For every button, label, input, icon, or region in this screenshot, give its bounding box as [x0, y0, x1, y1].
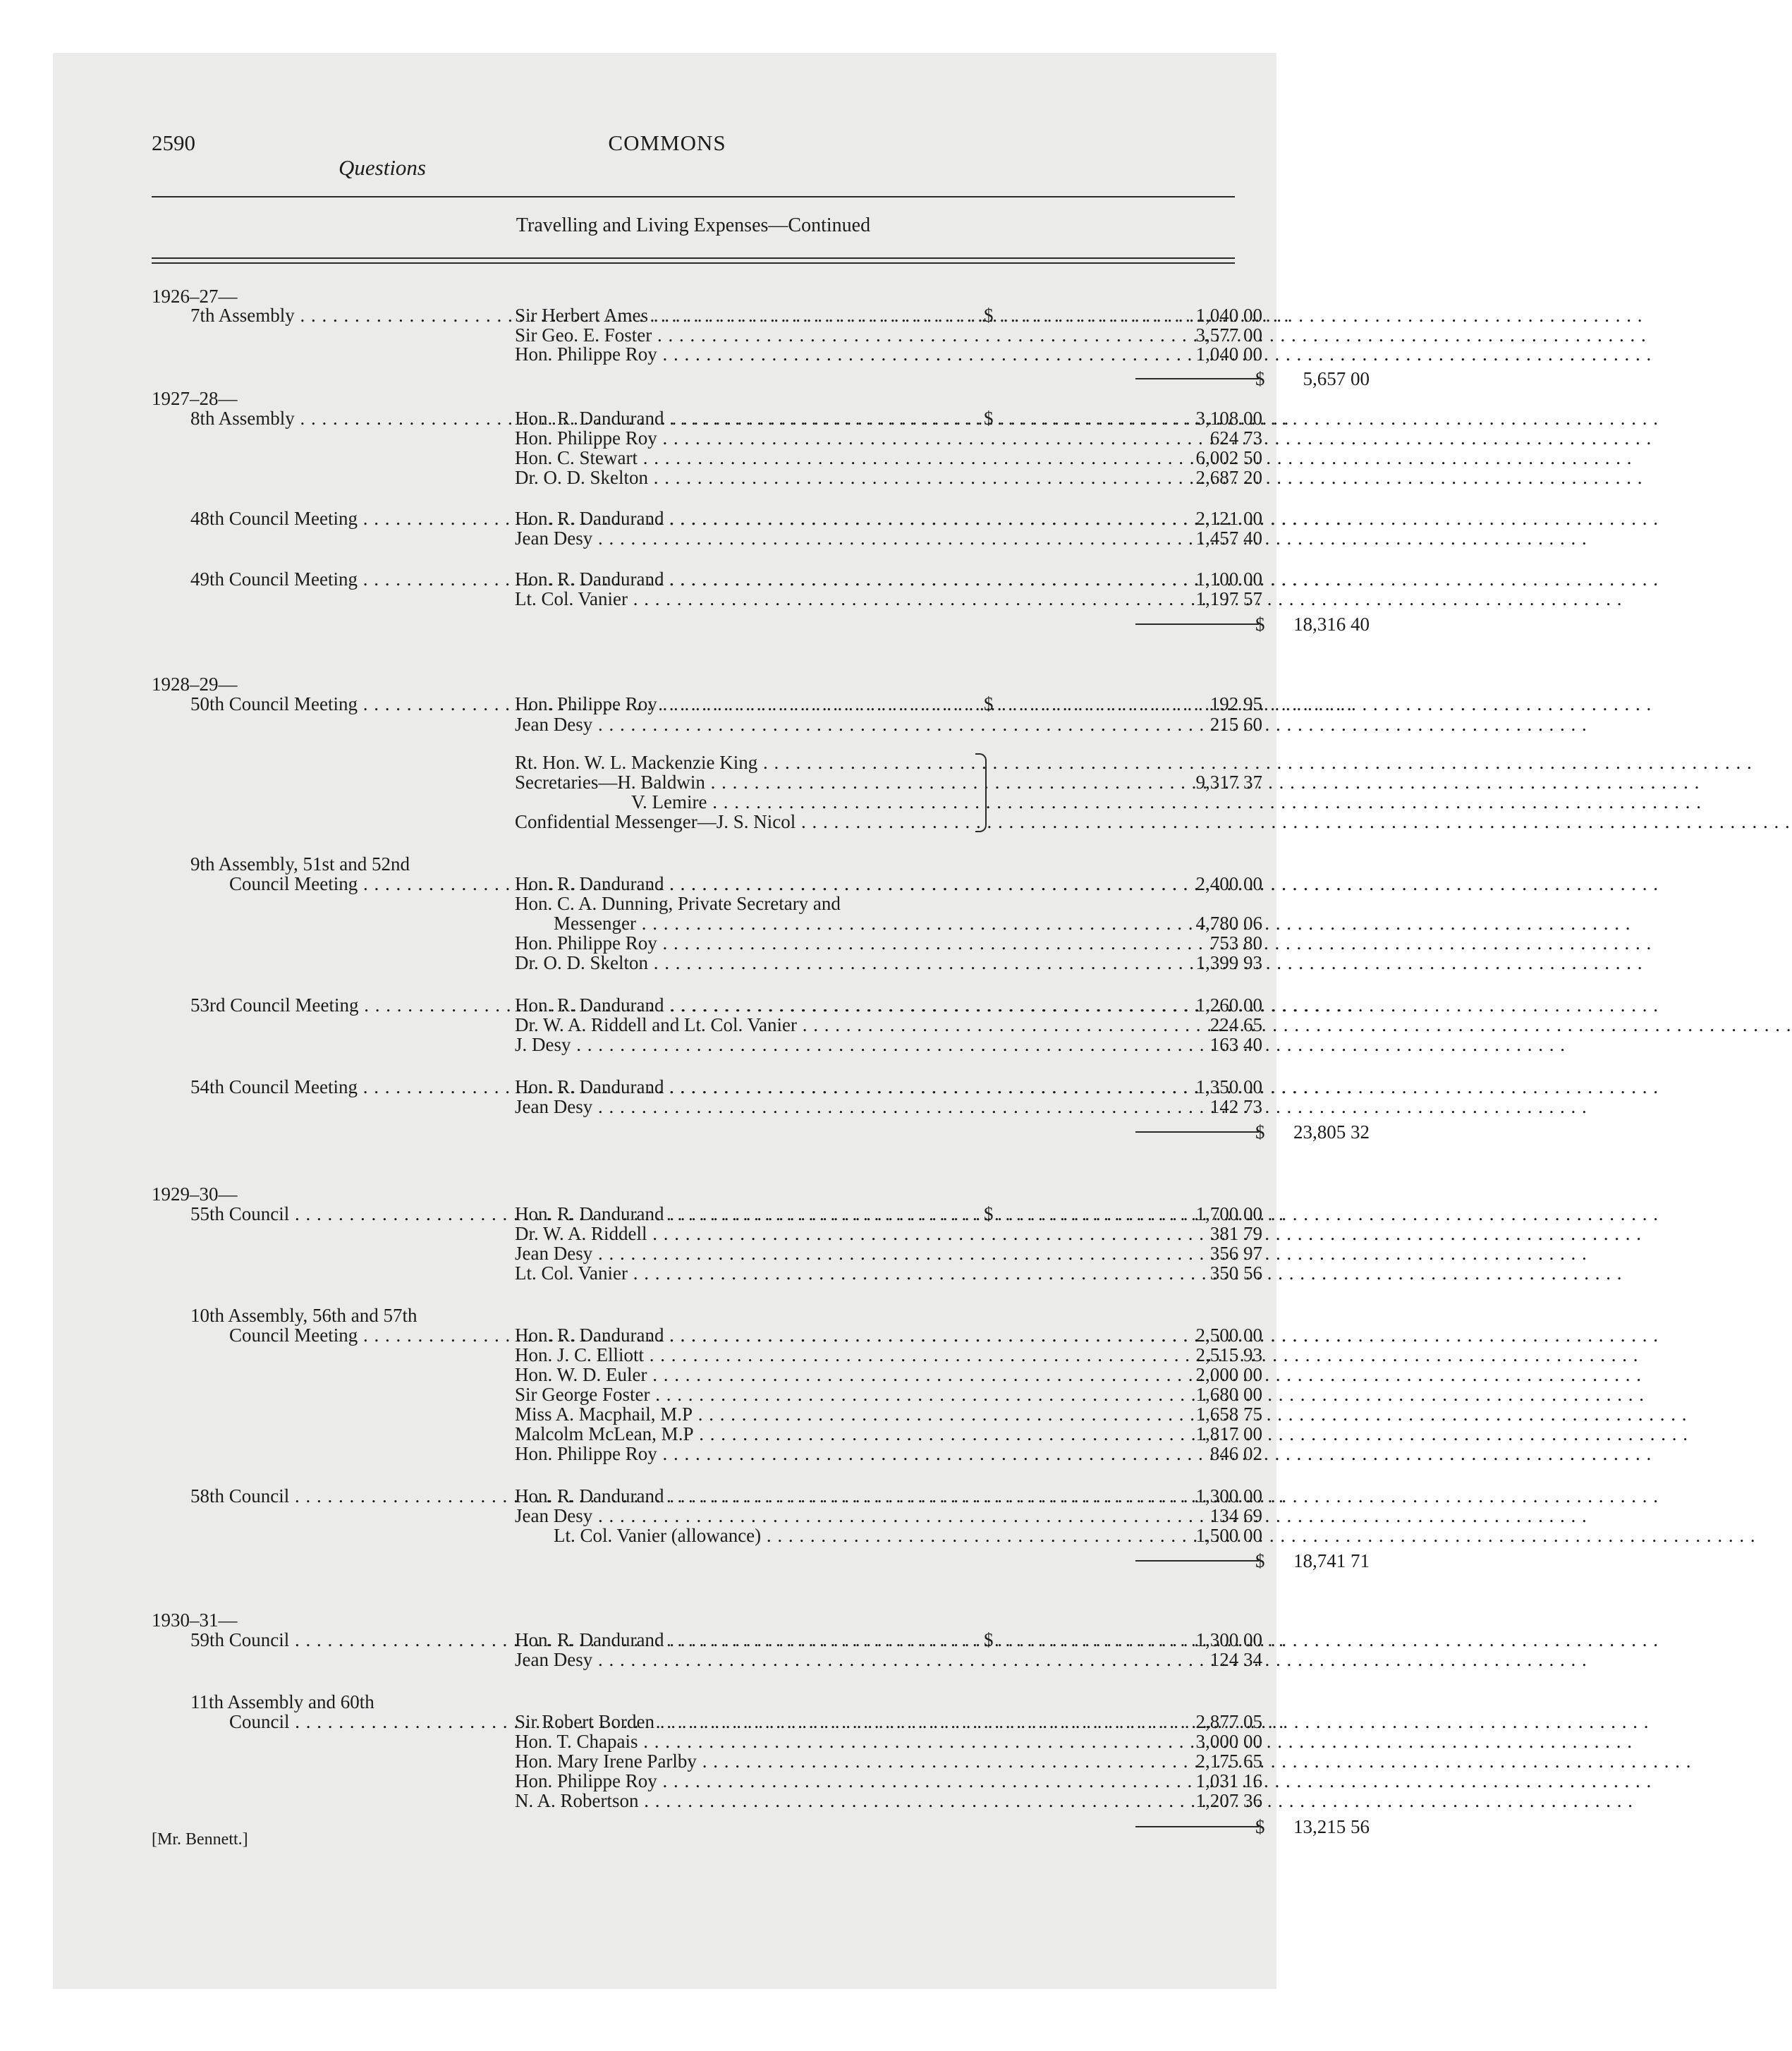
dollar-sign: $ — [984, 1629, 994, 1650]
table-row — [152, 388, 1235, 409]
payee-name: Hon. R. Dandurand . . . — [515, 508, 994, 529]
payee-name: Lt. Col. Vanier . . . — [515, 1262, 994, 1284]
payee-name: Confidential Messenger—J. S. Nicol . . . — [515, 811, 973, 832]
amount: 1,300 00 — [1195, 1629, 1262, 1650]
subtotal-dollar-sign: $ — [1255, 1121, 1265, 1143]
payee-name: Hon. R. Dandurand . . . — [515, 1076, 994, 1097]
meeting-label: Council . . . — [229, 1711, 487, 1732]
meeting-label: Council Meeting . . . — [229, 873, 487, 894]
meeting-label: 55th Council . . . — [190, 1203, 487, 1224]
table-row — [152, 1243, 1262, 1264]
payee-name: Hon. Philippe Roy . . . — [515, 1770, 994, 1791]
amount: 1,197 57 — [1195, 588, 1262, 609]
amount: 2,175 65 — [1195, 1751, 1262, 1772]
payee-name: Jean Desy . . . — [515, 1096, 994, 1117]
subtitle-rule-bottom — [152, 262, 1235, 264]
amount: 624 73 — [1209, 427, 1262, 449]
header-rule — [152, 196, 1235, 197]
table-row — [152, 714, 1262, 735]
table-row — [152, 1731, 1262, 1752]
payee-name: Sir Robert Borden . . . — [515, 1711, 994, 1732]
table-row — [152, 568, 1262, 590]
dollar-sign: $ — [984, 408, 994, 429]
table-row — [152, 1096, 1262, 1117]
amount: 3,577 00 — [1195, 324, 1262, 346]
payee-name: Jean Desy . . . — [515, 1649, 994, 1670]
table-row — [152, 873, 1262, 894]
amount: 215 60 — [1209, 714, 1262, 735]
amount: 2,000 00 — [1195, 1364, 1262, 1385]
table-row — [152, 893, 1235, 914]
payee-name: Messenger . . . — [554, 913, 994, 934]
subtotal-dollar-sign: $ — [1255, 1816, 1265, 1837]
fiscal-year-label: 1926–27— — [152, 286, 238, 307]
table-row — [152, 1485, 1262, 1507]
table-row — [152, 1790, 1262, 1811]
payee-name: Jean Desy . . . — [515, 714, 994, 735]
meeting-label: 7th Assembly . . . — [190, 305, 487, 326]
table-row — [152, 752, 1235, 773]
table-row — [152, 467, 1262, 488]
table-row — [152, 408, 1262, 429]
table-subtitle: Travelling and Living Expenses—Continued — [516, 214, 871, 236]
payee-name: Malcolm McLean, M.P . . . — [515, 1423, 994, 1444]
subtotal: 23,805 32 — [1293, 1121, 1370, 1143]
table-row — [152, 913, 1262, 934]
meeting-label: 59th Council . . . — [190, 1629, 487, 1650]
amount: 163 40 — [1209, 1034, 1262, 1055]
payee-name: Rt. Hon. W. L. Mackenzie King . . . — [515, 752, 973, 773]
subtotal: 18,741 71 — [1293, 1550, 1370, 1571]
group-brace — [975, 753, 987, 832]
payee-name: Jean Desy . . . — [515, 1505, 994, 1526]
table-row — [152, 1404, 1262, 1425]
subtotal-dollar-sign: $ — [1255, 368, 1265, 389]
table-row — [152, 447, 1262, 468]
table-row — [152, 286, 1235, 307]
amount: 134 69 — [1209, 1505, 1262, 1526]
amount: 3,000 00 — [1195, 1731, 1262, 1752]
amount: 192 95 — [1209, 693, 1262, 714]
table-row — [152, 1649, 1262, 1670]
table-row — [152, 324, 1262, 346]
amount: 2,121 00 — [1195, 508, 1262, 529]
table-row — [152, 1609, 1235, 1631]
payee-name: Sir Geo. E. Foster . . . — [515, 324, 994, 346]
payee-name: Lt. Col. Vanier . . . — [515, 588, 994, 609]
payee-name: Jean Desy . . . — [515, 528, 994, 549]
meeting-label: 9th Assembly, 51st and 52nd — [190, 853, 410, 875]
amount: 1,207 36 — [1195, 1790, 1262, 1811]
payee-name: Dr. W. A. Riddell . . . — [515, 1223, 994, 1244]
table-row — [152, 1770, 1262, 1791]
table-row — [152, 1364, 1262, 1385]
payee-name: Hon. R. Dandurand . . . — [515, 1325, 994, 1346]
payee-name: Hon. R. Dandurand . . . — [515, 1203, 984, 1224]
dollar-sign: $ — [984, 693, 994, 714]
payee-name: Hon. W. D. Euler . . . — [515, 1364, 994, 1385]
payee-name: N. A. Robertson . . . — [515, 1790, 994, 1811]
amount: 381 79 — [1209, 1223, 1262, 1244]
table-row — [152, 1816, 1370, 1837]
fiscal-year-label: 1930–31— — [152, 1609, 238, 1631]
table-row — [152, 614, 1370, 635]
amount: 1,040 00 — [1195, 343, 1262, 365]
amount: 1,031 16 — [1195, 1770, 1262, 1791]
dollar-sign: $ — [984, 305, 994, 326]
amount: 1,500 00 — [1195, 1525, 1262, 1546]
amount: 1,457 40 — [1195, 528, 1262, 549]
payee-name: Lt. Col. Vanier (allowance) . . . — [554, 1525, 994, 1546]
amount: 753 80 — [1209, 932, 1262, 954]
meeting-label: 8th Assembly . . . — [190, 408, 487, 429]
meeting-label: 10th Assembly, 56th and 57th — [190, 1305, 417, 1326]
table-row — [152, 1325, 1262, 1346]
table-row — [152, 1034, 1262, 1055]
amount: 1,680 00 — [1195, 1384, 1262, 1405]
table-row — [152, 1443, 1262, 1464]
payee-name: Hon. Mary Irene Parlby . . . — [515, 1751, 994, 1772]
amount: 4,780 06 — [1195, 913, 1262, 934]
table-row — [152, 772, 1262, 793]
payee-name: Sir George Foster . . . — [515, 1384, 994, 1405]
payee-name: Secretaries—H. Baldwin . . . — [515, 772, 973, 793]
table-row — [152, 952, 1262, 973]
table-row — [152, 994, 1262, 1016]
section-label: Questions — [339, 155, 426, 180]
table-row — [152, 1223, 1262, 1244]
table-row — [152, 791, 1235, 813]
table-row — [152, 343, 1262, 365]
amount: 1,260 00 — [1195, 994, 1262, 1016]
subtotal: 13,215 56 — [1293, 1816, 1370, 1837]
amount: 2,515 93 — [1195, 1344, 1262, 1365]
amount: 846 02 — [1209, 1443, 1262, 1464]
amount: 2,877 05 — [1195, 1711, 1262, 1732]
fiscal-year-label: 1928–29— — [152, 674, 238, 695]
amount: 1,399 93 — [1195, 952, 1262, 973]
amount: 3,108 00 — [1195, 408, 1262, 429]
payee-name: Hon. Philippe Roy . . . — [515, 1443, 994, 1464]
page-title: COMMONS — [608, 130, 726, 155]
payee-name: Hon. Philippe Roy . . . — [515, 693, 984, 714]
amount: 2,500 00 — [1195, 1325, 1262, 1346]
payee-name: Dr. O. D. Skelton . . . — [515, 952, 994, 973]
payee-name: Hon. Philippe Roy . . . — [515, 932, 994, 954]
amount: 1,350 00 — [1195, 1076, 1262, 1097]
table-row — [152, 1203, 1262, 1224]
amount: 9,317 37 — [1195, 772, 1262, 793]
table-row — [152, 1183, 1235, 1205]
table-row — [152, 1691, 1235, 1712]
amount: 1,300 00 — [1195, 1485, 1262, 1507]
table-row — [152, 1505, 1262, 1526]
table-row — [152, 674, 1235, 695]
meeting-label: Council Meeting . . . — [229, 1325, 487, 1346]
payee-name: Dr. W. A. Riddell and Lt. Col. Vanier . . . — [515, 1014, 994, 1035]
amount: 224 65 — [1209, 1014, 1262, 1035]
table-row — [152, 1629, 1262, 1650]
payee-name: Hon. R. Dandurand . . . — [515, 408, 984, 429]
amount: 1,040 00 — [1195, 305, 1262, 326]
table-row — [152, 1384, 1262, 1405]
table-row — [152, 811, 1235, 832]
payee-name: Miss A. Macphail, M.P . . . — [515, 1404, 994, 1425]
table-row — [152, 1550, 1370, 1571]
footer-speaker: [Mr. Bennett.] — [152, 1830, 248, 1849]
payee-name: Hon. Philippe Roy . . . — [515, 427, 994, 449]
dollar-sign: $ — [984, 1203, 994, 1224]
table-row — [152, 1076, 1262, 1097]
amount: 2,400 00 — [1195, 873, 1262, 894]
subtotal: 18,316 40 — [1293, 614, 1370, 635]
meeting-label: 54th Council Meeting . . . — [190, 1076, 487, 1097]
payee-name: Hon. C. A. Dunning, Private Secretary and — [515, 893, 841, 914]
table-row — [152, 1751, 1262, 1772]
table-row — [152, 427, 1262, 449]
payee-name: Hon. R. Dandurand . . . — [515, 568, 994, 590]
payee-name: Hon. R. Dandurand . . . — [515, 994, 994, 1016]
payee-name: Hon. R. Dandurand . . . — [515, 1629, 984, 1650]
table-row — [152, 1014, 1262, 1035]
payee-name: J. Desy . . . — [515, 1034, 994, 1055]
amount: 124 34 — [1209, 1649, 1262, 1670]
table-row — [152, 588, 1262, 609]
amount: 350 56 — [1209, 1262, 1262, 1284]
payee-name: Hon. T. Chapais . . . — [515, 1731, 994, 1752]
table-row — [152, 1525, 1262, 1546]
amount: 6,002 50 — [1195, 447, 1262, 468]
amount: 356 97 — [1209, 1243, 1262, 1264]
subtotal-dollar-sign: $ — [1255, 1550, 1265, 1571]
table-row — [152, 853, 1235, 875]
subtotal: 5,657 00 — [1303, 368, 1370, 389]
meeting-label: 58th Council . . . — [190, 1485, 487, 1507]
meeting-label: 48th Council Meeting . . . — [190, 508, 487, 529]
amount: 1,700 00 — [1195, 1203, 1262, 1224]
payee-name: Hon. R. Dandurand . . . — [515, 1485, 994, 1507]
subtotal-dollar-sign: $ — [1255, 614, 1265, 635]
table-row — [152, 693, 1262, 714]
payee-name: Dr. O. D. Skelton . . . — [515, 467, 994, 488]
amount: 1,817 00 — [1195, 1423, 1262, 1444]
meeting-label: 50th Council Meeting . . . — [190, 693, 487, 714]
amount: 2,687 20 — [1195, 467, 1262, 488]
table-row — [152, 368, 1370, 389]
payee-name: Hon. C. Stewart . . . — [515, 447, 994, 468]
fiscal-year-label: 1927–28— — [152, 388, 238, 409]
payee-name: Sir Herbert Ames . . . — [515, 305, 984, 326]
payee-name: Hon. J. C. Elliott . . . — [515, 1344, 994, 1365]
table-row — [152, 305, 1262, 326]
amount: 142 73 — [1209, 1096, 1262, 1117]
amount: 1,658 75 — [1195, 1404, 1262, 1425]
table-row — [152, 1344, 1262, 1365]
payee-name: Hon. Philippe Roy . . . — [515, 343, 994, 365]
table-row — [152, 1423, 1262, 1444]
subtitle-rule-top — [152, 257, 1235, 259]
table-row — [152, 1121, 1370, 1143]
fiscal-year-label: 1929–30— — [152, 1183, 238, 1205]
meeting-label: 49th Council Meeting . . . — [190, 568, 487, 590]
table-row — [152, 508, 1262, 529]
meeting-label: 11th Assembly and 60th — [190, 1691, 374, 1712]
table-row — [152, 1305, 1235, 1326]
page-number: 2590 — [152, 130, 195, 155]
payee-name: V. Lemire . . . — [631, 791, 973, 813]
payee-name: Jean Desy . . . — [515, 1243, 994, 1264]
payee-name: Hon. R. Dandurand . . . — [515, 873, 994, 894]
table-row — [152, 528, 1262, 549]
table-row — [152, 1262, 1262, 1284]
meeting-label: 53rd Council Meeting . . . — [190, 994, 487, 1016]
table-row — [152, 932, 1262, 954]
table-row — [152, 1711, 1262, 1732]
amount: 1,100 00 — [1195, 568, 1262, 590]
